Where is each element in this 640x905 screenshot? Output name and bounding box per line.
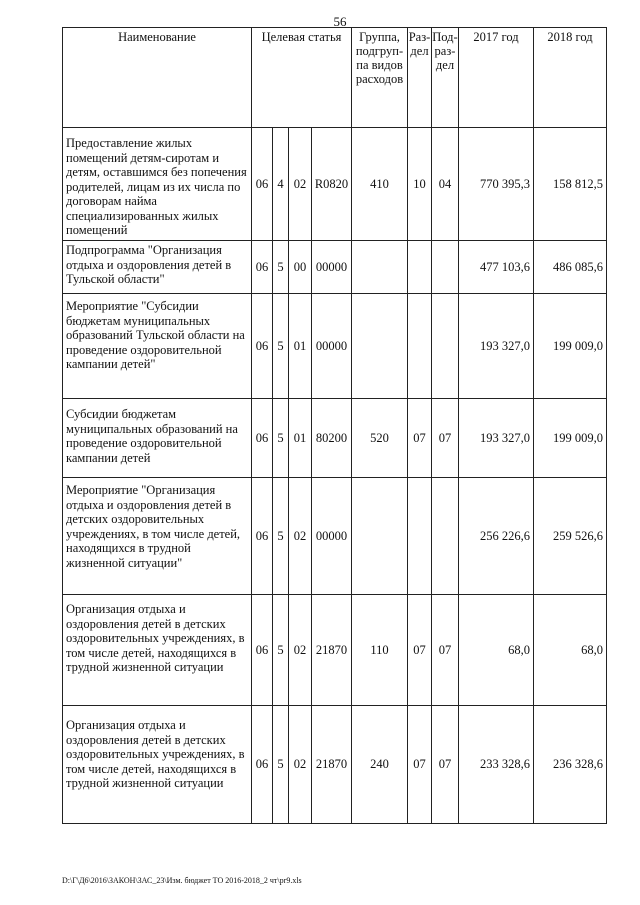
row-name: Организация отдыха и оздоровления детей в детских оздоровительных учреждениях, в том числе детей, находящихся в трудной жизненной ситуации [63,706,252,824]
value-2017: 233 328,6 [459,706,534,824]
value-2017: 770 395,3 [459,128,534,241]
subsection-code [432,241,459,294]
group-code: 520 [352,399,408,478]
table-row [63,399,607,478]
value-2018: 259 526,6 [534,478,607,595]
subsection-code [432,478,459,595]
target-code-1: 06 [252,399,273,478]
row-name: Организация отдыха и оздоровления детей в детских оздоровительных учреждениях, в том числе детей, находящихся в трудной жизненной ситуации [63,595,252,706]
target-code-3: 02 [289,128,312,241]
target-code-4: 00000 [312,294,352,399]
section-code: 07 [408,595,432,706]
value-2017: 256 226,6 [459,478,534,595]
target-code-3: 02 [289,478,312,595]
subsection-code [432,294,459,399]
row-name: Мероприятие "Организация отдыха и оздоровления детей в детских оздоровительных учреждениях, в том числе детей, находящихся в трудной жизненной ситуации" [63,478,252,595]
value-2018: 199 009,0 [534,294,607,399]
target-code-2: 5 [273,241,289,294]
header-target: Целевая статья [252,28,352,128]
value-2017: 193 327,0 [459,294,534,399]
row-name: Предоставление жилых помещений детям-сиротам и детям, оставшимся без попечения родителей, лицам из их числа по договорам найма специализированных жилых помещений [63,128,252,241]
target-code-4: 21870 [312,595,352,706]
group-code [352,478,408,595]
file-path-footer: D:\Г\Д6\2016\ЗАКОН\ЗАС_23\Изм. бюджет ТО 2016-2018_2 чт\pr9.xls [62,876,302,885]
target-code-3: 00 [289,241,312,294]
target-code-2: 4 [273,128,289,241]
group-code [352,241,408,294]
target-code-1: 06 [252,595,273,706]
target-code-4: 80200 [312,399,352,478]
section-code [408,478,432,595]
header-section: Раз-дел [408,28,432,128]
value-2018: 199 009,0 [534,399,607,478]
header-name: Наименование [63,28,252,128]
target-code-1: 06 [252,294,273,399]
value-2018: 68,0 [534,595,607,706]
subsection-code: 07 [432,399,459,478]
section-code: 07 [408,399,432,478]
target-code-2: 5 [273,399,289,478]
target-code-1: 06 [252,128,273,241]
target-code-4: R0820 [312,128,352,241]
row-name: Мероприятие "Субсидии бюджетам муниципальных образований Тульской области на проведение оздоровительной кампании детей" [63,294,252,399]
table-row [63,294,607,399]
header-2018: 2018 год [534,28,607,128]
value-2018: 236 328,6 [534,706,607,824]
target-code-2: 5 [273,595,289,706]
value-2017: 193 327,0 [459,399,534,478]
value-2018: 158 812,5 [534,128,607,241]
target-code-2: 5 [273,478,289,595]
page-number: 56 [333,14,347,29]
row-name: Подпрограмма "Организация отдыха и оздоровления детей в Тульской области" [63,241,252,294]
row-name: Субсидии бюджетам муниципальных образований на проведение оздоровительной кампании детей [63,399,252,478]
section-code: 07 [408,706,432,824]
value-2018: 486 085,6 [534,241,607,294]
value-2017: 477 103,6 [459,241,534,294]
group-code: 110 [352,595,408,706]
target-code-4: 21870 [312,706,352,824]
table-row [63,241,607,294]
budget-table [62,27,607,824]
target-code-3: 01 [289,399,312,478]
section-code: 10 [408,128,432,241]
group-code: 410 [352,128,408,241]
section-code [408,294,432,399]
subsection-code: 04 [432,128,459,241]
table-row [63,478,607,595]
section-code [408,241,432,294]
value-2017: 68,0 [459,595,534,706]
target-code-3: 02 [289,706,312,824]
target-code-2: 5 [273,294,289,399]
target-code-1: 06 [252,706,273,824]
target-code-3: 01 [289,294,312,399]
header-2017: 2017 год [459,28,534,128]
header-group: Группа, подгруп-па видов расходов [352,28,408,128]
target-code-2: 5 [273,706,289,824]
subsection-code: 07 [432,595,459,706]
subsection-code: 07 [432,706,459,824]
table-row [63,128,607,241]
target-code-1: 06 [252,478,273,595]
group-code: 240 [352,706,408,824]
header-subsection: Под-раз-дел [432,28,459,128]
target-code-1: 06 [252,241,273,294]
target-code-3: 02 [289,595,312,706]
header-row [63,28,607,128]
target-code-4: 00000 [312,241,352,294]
group-code [352,294,408,399]
table-row [63,706,607,824]
table-row [63,595,607,706]
target-code-4: 00000 [312,478,352,595]
